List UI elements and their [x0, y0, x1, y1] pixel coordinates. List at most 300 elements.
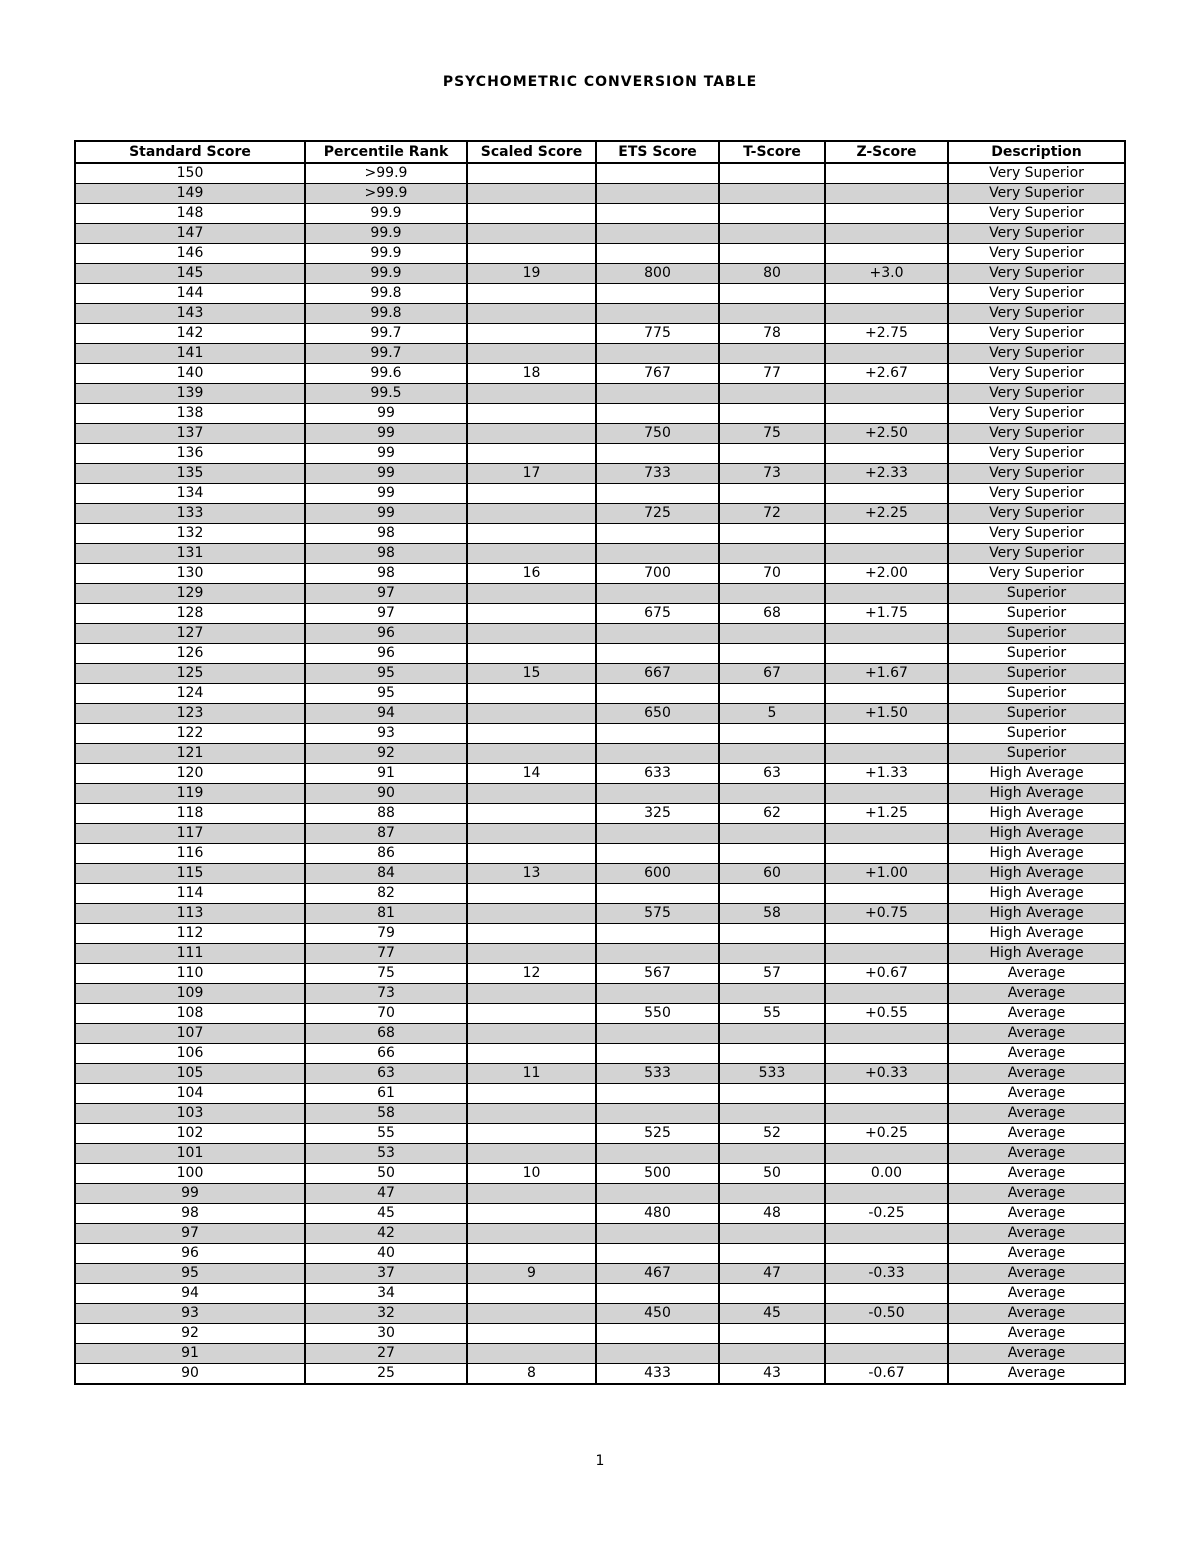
t-score-cell: [719, 584, 825, 604]
table-row: [75, 824, 1125, 844]
scaled-score-cell: 10: [467, 1164, 596, 1184]
t-score-cell: 80: [719, 264, 825, 284]
z-score-cell: -0.25: [825, 1204, 948, 1224]
t-score-cell: [719, 1284, 825, 1304]
standard-score-cell: 92: [75, 1324, 305, 1344]
standard-score-cell: 111: [75, 944, 305, 964]
description-cell: Average: [948, 984, 1125, 1004]
z-score-cell: [825, 304, 948, 324]
z-score-cell: [825, 1144, 948, 1164]
standard-score-cell: 99: [75, 1184, 305, 1204]
standard-score-cell: 109: [75, 984, 305, 1004]
table-row: [75, 1104, 1125, 1124]
t-score-cell: [719, 1184, 825, 1204]
ets-score-cell: [596, 1344, 719, 1364]
standard-score-cell: 129: [75, 584, 305, 604]
t-score-cell: [719, 1024, 825, 1044]
ets-score-cell: [596, 1144, 719, 1164]
description-cell: High Average: [948, 924, 1125, 944]
t-score-cell: 50: [719, 1164, 825, 1184]
t-score-cell: [719, 484, 825, 504]
standard-score-cell: 116: [75, 844, 305, 864]
standard-score-cell: 146: [75, 244, 305, 264]
standard-score-cell: 107: [75, 1024, 305, 1044]
percentile-rank-cell: 50: [305, 1164, 467, 1184]
description-cell: Superior: [948, 664, 1125, 684]
t-score-cell: 73: [719, 464, 825, 484]
standard-score-cell: 130: [75, 564, 305, 584]
percentile-rank-cell: 99: [305, 504, 467, 524]
z-score-cell: +2.67: [825, 364, 948, 384]
table-row: [75, 1004, 1125, 1024]
t-score-cell: [719, 624, 825, 644]
description-cell: Very Superior: [948, 224, 1125, 244]
t-score-cell: [719, 1324, 825, 1344]
scaled-score-cell: [467, 724, 596, 744]
standard-score-cell: 101: [75, 1144, 305, 1164]
ets-score-cell: 525: [596, 1124, 719, 1144]
table-row: [75, 1224, 1125, 1244]
scaled-score-cell: 11: [467, 1064, 596, 1084]
scaled-score-cell: [467, 504, 596, 524]
percentile-rank-cell: >99.9: [305, 184, 467, 204]
ets-score-cell: [596, 844, 719, 864]
table-row: [75, 444, 1125, 464]
scaled-score-cell: [467, 1224, 596, 1244]
percentile-rank-cell: 97: [305, 604, 467, 624]
conversion-table: [74, 140, 1126, 1385]
ets-score-cell: 650: [596, 704, 719, 724]
ets-score-cell: 467: [596, 1264, 719, 1284]
standard-score-cell: 134: [75, 484, 305, 504]
table-row: [75, 1204, 1125, 1224]
standard-score-cell: 125: [75, 664, 305, 684]
z-score-cell: [825, 1044, 948, 1064]
scaled-score-cell: [467, 444, 596, 464]
table-row: [75, 204, 1125, 224]
description-cell: High Average: [948, 864, 1125, 884]
ets-score-cell: [596, 384, 719, 404]
t-score-cell: 62: [719, 804, 825, 824]
standard-score-cell: 149: [75, 184, 305, 204]
description-cell: Average: [948, 1144, 1125, 1164]
percentile-rank-cell: 58: [305, 1104, 467, 1124]
t-score-cell: 43: [719, 1364, 825, 1385]
t-score-cell: 70: [719, 564, 825, 584]
percentile-rank-cell: 99.5: [305, 384, 467, 404]
t-score-cell: 47: [719, 1264, 825, 1284]
standard-score-cell: 105: [75, 1064, 305, 1084]
z-score-cell: [825, 244, 948, 264]
description-cell: Very Superior: [948, 364, 1125, 384]
table-row: [75, 904, 1125, 924]
description-cell: Very Superior: [948, 564, 1125, 584]
ets-score-cell: [596, 1024, 719, 1044]
ets-score-cell: [596, 284, 719, 304]
table-row: [75, 1164, 1125, 1184]
z-score-cell: [825, 204, 948, 224]
scaled-score-cell: [467, 1204, 596, 1224]
table-row: [75, 424, 1125, 444]
ets-score-cell: [596, 163, 719, 184]
standard-score-cell: 141: [75, 344, 305, 364]
z-score-cell: [825, 444, 948, 464]
scaled-score-cell: [467, 1144, 596, 1164]
ets-score-cell: 633: [596, 764, 719, 784]
description-cell: Very Superior: [948, 264, 1125, 284]
z-score-cell: [825, 1104, 948, 1124]
scaled-score-cell: [467, 163, 596, 184]
percentile-rank-cell: 70: [305, 1004, 467, 1024]
z-score-cell: [825, 1084, 948, 1104]
ets-score-cell: [596, 1104, 719, 1124]
z-score-cell: [825, 224, 948, 244]
standard-score-cell: 148: [75, 204, 305, 224]
ets-score-cell: [596, 1284, 719, 1304]
ets-score-cell: [596, 984, 719, 1004]
standard-score-cell: 124: [75, 684, 305, 704]
z-score-cell: [825, 484, 948, 504]
percentile-rank-cell: 25: [305, 1364, 467, 1385]
scaled-score-cell: [467, 804, 596, 824]
description-cell: Average: [948, 1104, 1125, 1124]
ets-score-cell: [596, 644, 719, 664]
z-score-cell: [825, 624, 948, 644]
t-score-cell: [719, 1244, 825, 1264]
table-row: [75, 384, 1125, 404]
percentile-rank-cell: 81: [305, 904, 467, 924]
t-score-cell: 48: [719, 1204, 825, 1224]
t-score-cell: 68: [719, 604, 825, 624]
percentile-rank-cell: 93: [305, 724, 467, 744]
table-row: [75, 284, 1125, 304]
ets-score-cell: [596, 944, 719, 964]
ets-score-cell: [596, 304, 719, 324]
description-cell: High Average: [948, 784, 1125, 804]
t-score-cell: [719, 1224, 825, 1244]
table-row: [75, 364, 1125, 384]
percentile-rank-cell: 99.9: [305, 224, 467, 244]
scaled-score-cell: [467, 824, 596, 844]
table-row: [75, 584, 1125, 604]
z-score-cell: [825, 284, 948, 304]
z-score-cell: [825, 784, 948, 804]
table-row: [75, 764, 1125, 784]
t-score-cell: [719, 544, 825, 564]
t-score-cell: [719, 304, 825, 324]
table-row: [75, 744, 1125, 764]
percentile-rank-cell: 99.6: [305, 364, 467, 384]
standard-score-cell: 145: [75, 264, 305, 284]
ets-score-cell: [596, 724, 719, 744]
table-row: [75, 344, 1125, 364]
scaled-score-cell: [467, 404, 596, 424]
t-score-cell: [719, 224, 825, 244]
z-score-cell: -0.67: [825, 1364, 948, 1385]
ets-score-cell: [596, 484, 719, 504]
percentile-rank-cell: 47: [305, 1184, 467, 1204]
percentile-rank-cell: 63: [305, 1064, 467, 1084]
z-score-cell: [825, 184, 948, 204]
description-cell: Average: [948, 1344, 1125, 1364]
description-cell: Very Superior: [948, 444, 1125, 464]
scaled-score-cell: [467, 1044, 596, 1064]
z-score-cell: [825, 924, 948, 944]
t-score-cell: [719, 1044, 825, 1064]
standard-score-cell: 90: [75, 1364, 305, 1385]
scaled-score-cell: [467, 1004, 596, 1024]
t-score-cell: 60: [719, 864, 825, 884]
ets-score-cell: 733: [596, 464, 719, 484]
percentile-rank-cell: 99.9: [305, 244, 467, 264]
description-cell: Average: [948, 1124, 1125, 1144]
z-score-cell: [825, 1284, 948, 1304]
description-cell: Average: [948, 1264, 1125, 1284]
scaled-score-cell: [467, 744, 596, 764]
standard-score-cell: 104: [75, 1084, 305, 1104]
description-cell: Superior: [948, 644, 1125, 664]
description-cell: Very Superior: [948, 464, 1125, 484]
t-score-cell: 78: [719, 324, 825, 344]
table-row: [75, 464, 1125, 484]
percentile-rank-cell: 98: [305, 544, 467, 564]
scaled-score-cell: [467, 384, 596, 404]
ets-score-cell: [596, 544, 719, 564]
ets-score-cell: [596, 1324, 719, 1344]
ets-score-cell: [596, 1184, 719, 1204]
table-row: [75, 1184, 1125, 1204]
percentile-rank-cell: 99: [305, 404, 467, 424]
table-row: [75, 984, 1125, 1004]
scaled-score-cell: [467, 1324, 596, 1344]
table-row: [75, 484, 1125, 504]
description-cell: Average: [948, 1324, 1125, 1344]
ets-score-cell: 675: [596, 604, 719, 624]
scaled-score-cell: [467, 1124, 596, 1144]
description-cell: Very Superior: [948, 184, 1125, 204]
percentile-rank-cell: 37: [305, 1264, 467, 1284]
z-score-cell: [825, 524, 948, 544]
scaled-score-cell: [467, 1104, 596, 1124]
ets-score-cell: [596, 784, 719, 804]
percentile-rank-cell: 86: [305, 844, 467, 864]
scaled-score-cell: [467, 584, 596, 604]
scaled-score-cell: 19: [467, 264, 596, 284]
percentile-rank-cell: 30: [305, 1324, 467, 1344]
scaled-score-cell: [467, 604, 596, 624]
table-row: [75, 784, 1125, 804]
description-cell: Very Superior: [948, 244, 1125, 264]
t-score-cell: 77: [719, 364, 825, 384]
z-score-cell: [825, 1224, 948, 1244]
table-row: [75, 664, 1125, 684]
description-cell: Average: [948, 1284, 1125, 1304]
description-cell: Very Superior: [948, 284, 1125, 304]
scaled-score-cell: [467, 244, 596, 264]
description-cell: Very Superior: [948, 304, 1125, 324]
standard-score-cell: 128: [75, 604, 305, 624]
standard-score-cell: 138: [75, 404, 305, 424]
z-score-cell: [825, 1024, 948, 1044]
table-row: [75, 1364, 1125, 1385]
standard-score-cell: 133: [75, 504, 305, 524]
scaled-score-cell: [467, 904, 596, 924]
ets-score-cell: [596, 344, 719, 364]
percentile-rank-cell: 99.9: [305, 204, 467, 224]
z-score-cell: [825, 944, 948, 964]
percentile-rank-cell: 84: [305, 864, 467, 884]
scaled-score-cell: [467, 324, 596, 344]
description-cell: High Average: [948, 804, 1125, 824]
description-cell: High Average: [948, 764, 1125, 784]
page-number: 1: [595, 1453, 605, 1469]
percentile-rank-cell: 97: [305, 584, 467, 604]
standard-score-cell: 114: [75, 884, 305, 904]
t-score-cell: [719, 204, 825, 224]
scaled-score-cell: [467, 784, 596, 804]
t-score-cell: [719, 924, 825, 944]
description-cell: Superior: [948, 744, 1125, 764]
description-cell: Very Superior: [948, 404, 1125, 424]
percentile-rank-cell: 99.7: [305, 344, 467, 364]
t-score-cell: [719, 744, 825, 764]
percentile-rank-cell: 82: [305, 884, 467, 904]
table-row: [75, 944, 1125, 964]
z-score-cell: [825, 1244, 948, 1264]
table-row: [75, 224, 1125, 244]
z-score-cell: +1.00: [825, 864, 948, 884]
standard-score-cell: 95: [75, 1264, 305, 1284]
percentile-rank-cell: 53: [305, 1144, 467, 1164]
ets-score-cell: [596, 884, 719, 904]
ets-score-cell: 325: [596, 804, 719, 824]
z-score-cell: +1.25: [825, 804, 948, 824]
z-score-cell: +0.75: [825, 904, 948, 924]
t-score-cell: [719, 644, 825, 664]
description-cell: High Average: [948, 844, 1125, 864]
t-score-cell: 5: [719, 704, 825, 724]
scaled-score-cell: [467, 944, 596, 964]
percentile-rank-cell: 98: [305, 564, 467, 584]
standard-score-cell: 132: [75, 524, 305, 544]
description-cell: Superior: [948, 604, 1125, 624]
scaled-score-cell: [467, 684, 596, 704]
percentile-rank-cell: 94: [305, 704, 467, 724]
t-score-cell: 75: [719, 424, 825, 444]
standard-score-cell: 94: [75, 1284, 305, 1304]
t-score-cell: [719, 944, 825, 964]
t-score-cell: [719, 1344, 825, 1364]
scaled-score-cell: 17: [467, 464, 596, 484]
t-score-cell: [719, 784, 825, 804]
table-row: [75, 884, 1125, 904]
standard-score-cell: 102: [75, 1124, 305, 1144]
ets-score-cell: [596, 404, 719, 424]
scaled-score-cell: [467, 284, 596, 304]
z-score-cell: +2.75: [825, 324, 948, 344]
percentile-rank-cell: 98: [305, 524, 467, 544]
standard-score-cell: 103: [75, 1104, 305, 1124]
table-row: [75, 1284, 1125, 1304]
standard-score-cell: 142: [75, 324, 305, 344]
scaled-score-cell: [467, 1304, 596, 1324]
scaled-score-cell: [467, 344, 596, 364]
scaled-score-cell: [467, 1024, 596, 1044]
percentile-rank-cell: >99.9: [305, 163, 467, 184]
t-score-cell: 72: [719, 504, 825, 524]
z-score-cell: [825, 384, 948, 404]
description-cell: Superior: [948, 704, 1125, 724]
standard-score-cell: 97: [75, 1224, 305, 1244]
scaled-score-cell: [467, 704, 596, 724]
description-cell: Very Superior: [948, 504, 1125, 524]
description-cell: Very Superior: [948, 484, 1125, 504]
ets-score-cell: [596, 244, 719, 264]
t-score-cell: [719, 184, 825, 204]
percentile-rank-cell: 99.8: [305, 284, 467, 304]
scaled-score-cell: [467, 644, 596, 664]
percentile-rank-cell: 92: [305, 744, 467, 764]
ets-score-cell: [596, 1084, 719, 1104]
scaled-score-cell: [467, 1084, 596, 1104]
table-row: [75, 504, 1125, 524]
z-score-cell: [825, 884, 948, 904]
standard-score-cell: 131: [75, 544, 305, 564]
description-cell: Superior: [948, 624, 1125, 644]
standard-score-cell: 93: [75, 1304, 305, 1324]
table-row: [75, 1064, 1125, 1084]
ets-score-cell: 575: [596, 904, 719, 924]
scaled-score-cell: [467, 1284, 596, 1304]
t-score-cell: [719, 384, 825, 404]
ets-score-cell: 750: [596, 424, 719, 444]
percentile-rank-cell: 40: [305, 1244, 467, 1264]
t-score-cell: [719, 284, 825, 304]
table-row: [75, 864, 1125, 884]
percentile-rank-cell: 32: [305, 1304, 467, 1324]
description-cell: Very Superior: [948, 204, 1125, 224]
z-score-cell: [825, 1344, 948, 1364]
table-row: [75, 264, 1125, 284]
column-header-standard-score: Standard Score: [75, 141, 305, 163]
scaled-score-cell: 14: [467, 764, 596, 784]
z-score-cell: +1.75: [825, 604, 948, 624]
ets-score-cell: 550: [596, 1004, 719, 1024]
table-row: [75, 544, 1125, 564]
z-score-cell: [825, 824, 948, 844]
percentile-rank-cell: 99: [305, 424, 467, 444]
z-score-cell: +3.0: [825, 264, 948, 284]
description-cell: Average: [948, 964, 1125, 984]
table-row: [75, 724, 1125, 744]
table-row: [75, 1304, 1125, 1324]
t-score-cell: [719, 1144, 825, 1164]
scaled-score-cell: [467, 924, 596, 944]
z-score-cell: [825, 344, 948, 364]
scaled-score-cell: [467, 1344, 596, 1364]
description-cell: Very Superior: [948, 384, 1125, 404]
description-cell: High Average: [948, 884, 1125, 904]
t-score-cell: 57: [719, 964, 825, 984]
z-score-cell: [825, 844, 948, 864]
standard-score-cell: 137: [75, 424, 305, 444]
standard-score-cell: 120: [75, 764, 305, 784]
description-cell: Average: [948, 1364, 1125, 1385]
percentile-rank-cell: 91: [305, 764, 467, 784]
ets-score-cell: [596, 184, 719, 204]
table-row: [75, 964, 1125, 984]
ets-score-cell: [596, 584, 719, 604]
